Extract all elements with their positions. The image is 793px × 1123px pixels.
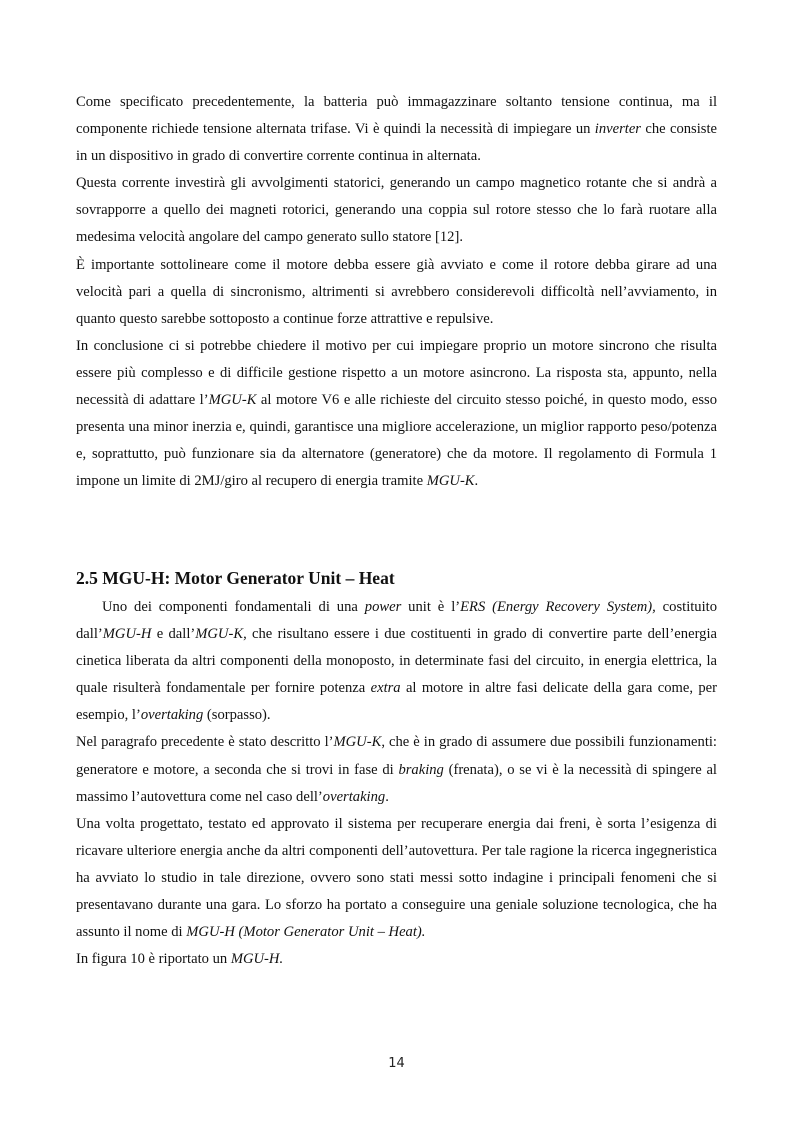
paragraph (76, 811, 717, 946)
text-run: (frenata), o se vi è la necessità di spingere al massimo l’autovettura come nel caso dell’ (76, 761, 717, 805)
text-run: Questa corrente investirà gli avvolgimenti statorici, generando un campo magnetico rotante che si andrà a sovrapporre a quello dei magneti rotorici, generando una coppia sul rotore stesso che lo farà ruotare alla medesima velocità angolare del campo generato sullo statore [12]. (76, 175, 717, 246)
body-text-top (76, 89, 717, 495)
paragraph (76, 170, 717, 251)
paragraph (76, 729, 717, 810)
text-run: Uno dei componenti fondamentali di una (102, 599, 365, 615)
text-run: costituito dall’ (76, 599, 718, 643)
text-run: . (474, 473, 479, 490)
text-run: (sorpasso). (203, 707, 271, 724)
italic-term: overtaking (140, 707, 204, 724)
italic-term: ERS (Energy Recovery System), (460, 599, 656, 615)
text-run: Nel paragrafo precedente è stato descritto l’ (76, 734, 334, 751)
italic-term: MGU-K (208, 392, 257, 409)
paragraph (76, 252, 717, 333)
italic-term: MGU-H (102, 626, 152, 643)
italic-term: extra (370, 680, 401, 697)
italic-term: overtaking (322, 788, 386, 805)
italic-term: braking (398, 761, 444, 778)
paragraph (76, 946, 717, 973)
text-run: che consiste in un dispositivo in grado di convertire corrente continua in alternata. (76, 121, 717, 165)
page-number: 14 (388, 1056, 405, 1071)
text-run: In conclusione ci si potrebbe chiedere il motivo per cui impiegare proprio un motore sincrono che risulta essere più complesso e di difficile gestione rispetto a un motore asincrono. La risposta sta, appunto, nella necessità di adattare l’ (76, 337, 717, 409)
text-run: In figura 10 è riportato un (76, 951, 231, 968)
text-run: Come specificato precedentemente, la batteria può immagazzinare soltanto tensione continua, ma il componente richiede tensione alternata trifase. Vi è quindi la necessità di impiegare un (76, 94, 717, 138)
italic-term: MGU-K (426, 473, 475, 490)
paragraph (76, 89, 717, 170)
italic-term: inverter (594, 121, 641, 138)
section-heading: 2.5 MGU-H: Motor Generator Unit – Heat (76, 568, 395, 588)
italic-term: power (364, 599, 402, 615)
body-text-bottom (76, 594, 717, 973)
text-run: , che risultano essere i due costituenti in grado di convertire parte dell’energia cinetica liberata da altri componenti della monoposto, in determinate fasi del circuito, in energia elettrica, la quale risulterà fondamentale per fornire potenza (76, 626, 717, 697)
text-run: , che è in grado di assumere due possibili funzionamenti: generatore e motore, a seconda che si trovi in fase di (76, 734, 717, 778)
paragraph (76, 594, 717, 729)
text-run: al motore V6 e alle richieste del circuito stesso poiché, in questo modo, esso presenta una minor inerzia e, quindi, garantisce una migliore accelerazione, un miglior rapporto peso/potenza e, soprattutto, può funzionare sia da alternatore (generatore) che da motore. Il regolamento di Formula 1 impone un limite di 2MJ/giro al recupero di energia tramite (76, 392, 717, 490)
italic-term: MGU-H (Motor Generator Unit – Heat). (186, 924, 426, 941)
text-run: È importante sottolineare come il motore debba essere già avviato e come il rotore debba girare ad una velocità pari a quella di sincronismo, altrimenti si avrebbero considerevoli difficoltà nell’avviamento, in quanto questo sarebbe sottoposto a continue forze attrattive e repulsive. (76, 256, 717, 327)
italic-term: MGU-K (195, 626, 244, 643)
text-run: Una volta progettato, testato ed approvato il sistema per recuperare energia dai freni, è sorta l’esigenza di ricavare ulteriore energia anche da altri componenti dell’autovettura. Per tale ragione la ricerca ingegneristica ha avviato lo studio in tale direzione, ovvero sono stati messi sotto indagine i principali fenomeni che si presentavano durante una gara. Lo sforzo ha portato a conseguire una geniale soluzione tecnologica, che ha assunto il nome di (76, 815, 717, 941)
text-run: e dall’ (151, 626, 196, 643)
text-run: al motore in altre fasi delicate della gara come, per esempio, l’ (76, 680, 717, 724)
italic-term: MGU-K (333, 734, 382, 751)
paragraph (76, 333, 717, 496)
text-run: unit è l’ (401, 599, 461, 615)
italic-term: MGU-H. (230, 951, 284, 968)
text-run: . (385, 788, 389, 805)
